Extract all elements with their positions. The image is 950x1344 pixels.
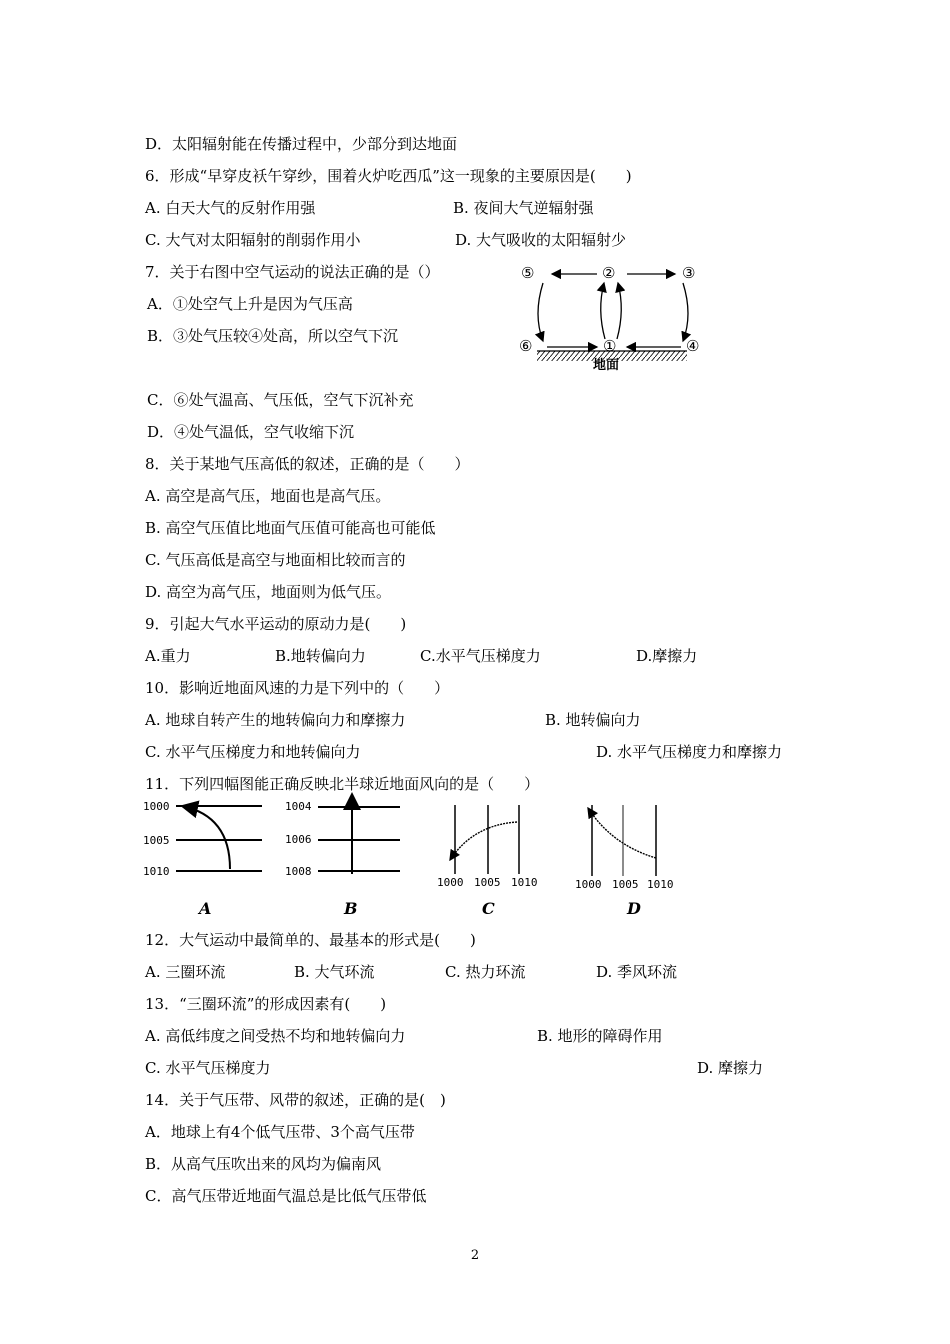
q6-option-c: C. 大气对太阳辐射的削弱作用小 <box>145 231 361 249</box>
isobar-diagram-b <box>282 790 412 921</box>
point-1-label: ① <box>603 337 617 355</box>
wind-arrow-c <box>450 822 517 860</box>
q13-option-c: C. 水平气压梯度力 <box>145 1059 271 1077</box>
q13-option-b: B. 地形的障碍作用 <box>537 1027 663 1045</box>
q8-option-a: A. 高空是高气压，地面也是高气压。 <box>145 487 391 505</box>
question-6: 6．形成“早穿皮袄午穿纱，围着火炉吃西瓜”这一现象的主要原因是( ) <box>145 167 632 185</box>
question-7: 7．关于右图中空气运动的说法正确的是（） <box>145 263 440 281</box>
q13-option-a: A. 高低纬度之间受热不均和地转偏向力 <box>145 1027 406 1045</box>
wind-arrow-a <box>182 806 230 869</box>
question-12: 12．大气运动中最简单的、最基本的形式是( ) <box>145 931 476 949</box>
isobar-a-value-3: 1010 <box>143 865 170 878</box>
isobar-b-value-1: 1004 <box>285 800 312 813</box>
q7-option-c: C．⑥处气温高、气压低，空气下沉补充 <box>147 391 414 409</box>
question-9: 9．引起大气水平运动的原动力是( ) <box>145 615 407 633</box>
isobar-diagram-d <box>572 800 692 921</box>
isobar-a-value-1: 1000 <box>143 800 170 813</box>
question-11: 11．下列四幅图能正确反映北半球近地面风向的是（ ） <box>145 775 540 793</box>
isobar-d-value-1: 1000 <box>575 878 602 891</box>
q7-option-b: B．③处气压较④处高，所以空气下沉 <box>147 327 399 345</box>
isobar-c-value-3: 1010 <box>511 876 538 889</box>
arrow-5-to-6 <box>538 283 543 341</box>
question-10: 10．影响近地面风速的力是下列中的（ ） <box>145 679 450 697</box>
q7-option-a: A．①处空气上升是因为气压高 <box>147 295 353 313</box>
ground-label: 地面 <box>593 358 620 373</box>
isobar-b-value-2: 1006 <box>285 833 312 846</box>
q9-option-a: A.重力 <box>145 647 191 665</box>
q6-option-d: D. 大气吸收的太阳辐射少 <box>455 231 627 249</box>
question-13: 13．“三圈环流”的形成因素有( ) <box>145 995 387 1013</box>
thermal-circulation-diagram <box>505 255 720 375</box>
page-number: 2 <box>470 1248 480 1263</box>
q8-option-d: D. 高空为高气压，地面则为低气压。 <box>145 583 392 601</box>
isobar-c-value-1: 1000 <box>437 876 464 889</box>
q6-option-a: A. 白天大气的反射作用强 <box>145 199 316 217</box>
isobar-a-value-2: 1005 <box>143 834 170 847</box>
q9-option-b: B.地转偏向力 <box>275 647 366 665</box>
isobar-c-value-2: 1005 <box>474 876 501 889</box>
q8-option-c: C. 气压高低是高空与地面相比较而言的 <box>145 551 406 569</box>
q9-option-d: D.摩擦力 <box>636 647 698 665</box>
point-3-label: ③ <box>682 264 696 282</box>
q10-option-c: C. 水平气压梯度力和地转偏向力 <box>145 743 361 761</box>
q6-option-b: B. 夜间大气逆辐射强 <box>453 199 594 217</box>
q10-option-d: D. 水平气压梯度力和摩擦力 <box>596 743 783 761</box>
q12-option-a: A. 三圈环流 <box>145 963 226 981</box>
q9-option-c: C.水平气压梯度力 <box>420 647 541 665</box>
q14-option-a: A．地球上有4个低气压带、3个高气压带 <box>145 1123 415 1141</box>
arrow-3-to-4 <box>683 283 688 341</box>
q10-option-b: B. 地转偏向力 <box>545 711 641 729</box>
question-8: 8．关于某地气压高低的叙述，正确的是（ ） <box>145 455 470 473</box>
isobar-diagram-c <box>433 800 553 921</box>
diagram-d-label: D <box>627 899 641 918</box>
q12-option-c: C. 热力环流 <box>445 963 526 981</box>
diagram-a-label: A <box>199 899 212 918</box>
point-5-label: ⑤ <box>521 264 535 282</box>
isobar-d-value-3: 1010 <box>647 878 674 891</box>
point-2-label: ② <box>602 264 616 282</box>
isobar-d-value-2: 1005 <box>612 878 639 891</box>
q10-option-a: A. 地球自转产生的地转偏向力和摩擦力 <box>145 711 406 729</box>
q5-option-d: D．太阳辐射能在传播过程中，少部分到达地面 <box>145 135 458 153</box>
q13-option-d: D. 摩擦力 <box>697 1059 764 1077</box>
diagram-b-label: B <box>344 899 358 918</box>
rising-air-left <box>601 283 605 339</box>
q12-option-b: B. 大气环流 <box>294 963 375 981</box>
point-6-label: ⑥ <box>519 337 533 355</box>
isobar-diagram-a <box>140 796 270 921</box>
question-14: 14．关于气压带、风带的叙述，正确的是( ) <box>145 1091 446 1109</box>
point-4-label: ④ <box>686 337 700 355</box>
q8-option-b: B. 高空气压值比地面气压值可能高也可能低 <box>145 519 436 537</box>
q14-option-b: B．从高气压吹出来的风均为偏南风 <box>145 1155 382 1173</box>
isobar-b-value-3: 1008 <box>285 865 312 878</box>
wind-arrow-d <box>588 808 656 858</box>
q7-option-d: D．④处气温低，空气收缩下沉 <box>147 423 355 441</box>
diagram-c-label: C <box>482 899 495 918</box>
q12-option-d: D. 季风环流 <box>596 963 678 981</box>
q14-option-c: C．高气压带近地面气温总是比低气压带低 <box>145 1187 427 1205</box>
rising-air-right <box>617 283 621 339</box>
